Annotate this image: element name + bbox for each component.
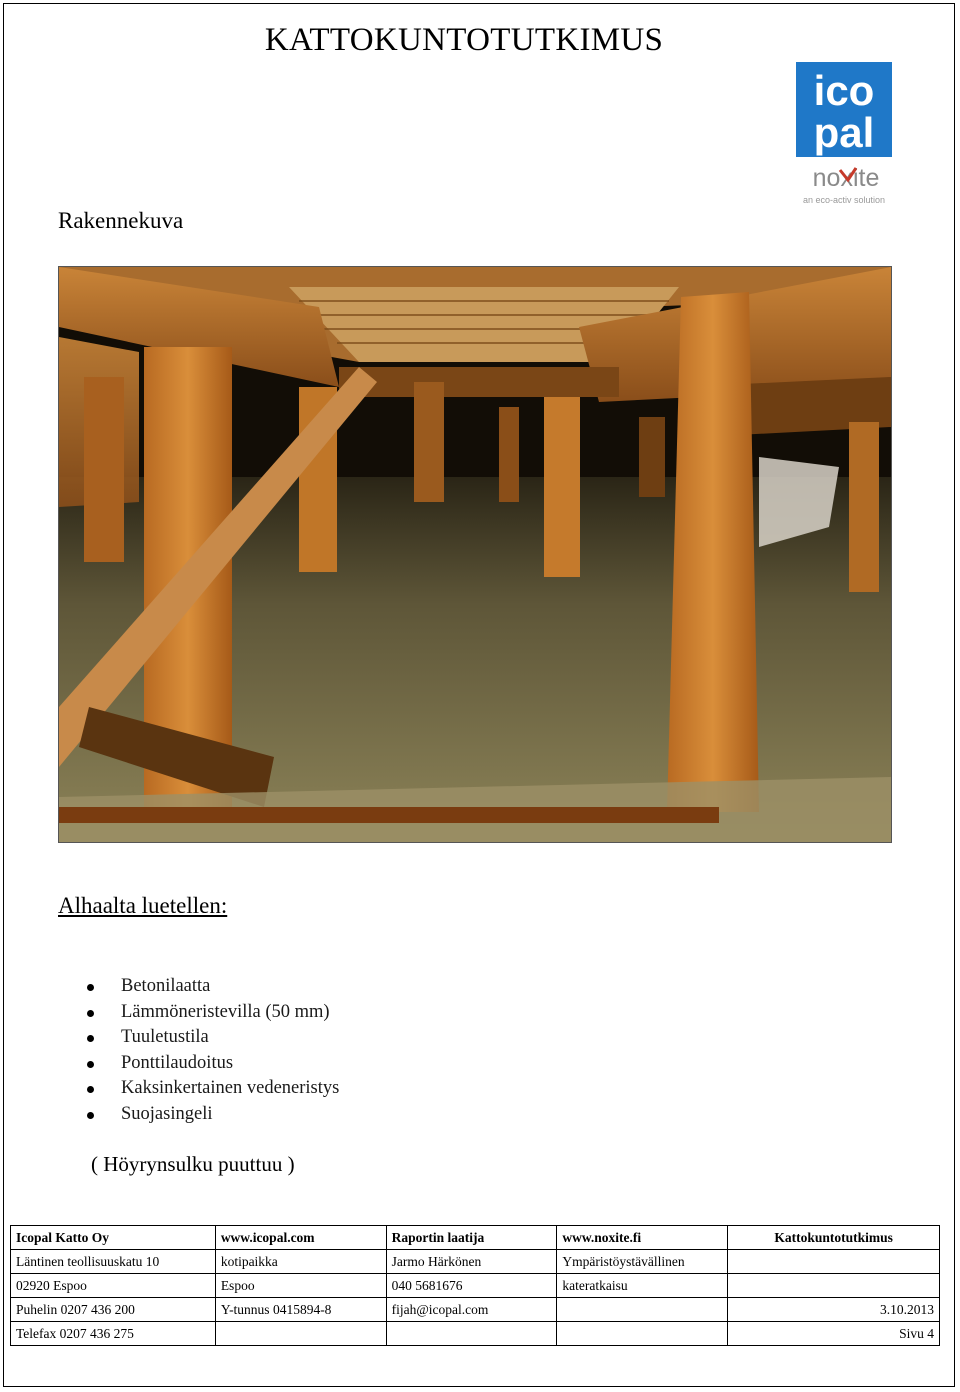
table-row bbox=[11, 1226, 940, 1250]
footer-table bbox=[10, 1225, 940, 1346]
footer-company: Icopal Katto Oy bbox=[11, 1226, 216, 1250]
footer-cell bbox=[728, 1274, 940, 1298]
bullet-icon bbox=[87, 1086, 94, 1093]
bullet-icon bbox=[87, 1035, 94, 1042]
footer-cell: Espoo bbox=[215, 1274, 386, 1298]
footer-link-icopal[interactable]: www.icopal.com bbox=[215, 1226, 386, 1250]
footer-cell: Läntinen teollisuuskatu 10 bbox=[11, 1250, 216, 1274]
footer-cell: kotipaikka bbox=[215, 1250, 386, 1274]
logo-text-top: ico bbox=[813, 67, 875, 114]
icopal-noxite-logo bbox=[796, 62, 900, 212]
table-row bbox=[11, 1274, 940, 1298]
footer-cell bbox=[386, 1322, 557, 1346]
attic-structure-photo bbox=[58, 266, 892, 843]
list-item: Ponttilaudoitus bbox=[80, 1051, 339, 1077]
footer-cell: kateratkaisu bbox=[557, 1274, 728, 1298]
footer-cell bbox=[557, 1322, 728, 1346]
table-row bbox=[11, 1322, 940, 1346]
footer-cell: 02920 Espoo bbox=[11, 1274, 216, 1298]
table-row bbox=[11, 1250, 940, 1274]
footer-email[interactable]: fijah@icopal.com bbox=[386, 1298, 557, 1322]
list-item: Lämmöneristevilla (50 mm) bbox=[80, 1000, 339, 1026]
logo-tagline: an eco-activ solution bbox=[802, 195, 886, 205]
footer-cell: Telefax 0207 436 275 bbox=[11, 1322, 216, 1346]
table-row bbox=[11, 1298, 940, 1322]
footer-cell: Jarmo Härkönen bbox=[386, 1250, 557, 1274]
footer-cell bbox=[728, 1250, 940, 1274]
bullet-icon bbox=[87, 1112, 94, 1119]
footer-cell bbox=[215, 1322, 386, 1346]
list-item: Tuuletustila bbox=[80, 1025, 339, 1051]
layer-list bbox=[80, 974, 339, 1127]
footer-cell: Ympäristöystävällinen bbox=[557, 1250, 728, 1274]
footer-cell bbox=[557, 1298, 728, 1322]
logo-text-bottom: pal bbox=[813, 109, 875, 156]
footer-cell: Puhelin 0207 436 200 bbox=[11, 1298, 216, 1322]
bullet-icon bbox=[87, 1061, 94, 1068]
logo-sub-brand: noxite bbox=[812, 164, 880, 192]
bullet-icon bbox=[87, 1010, 94, 1017]
footer-page-number: Sivu 4 bbox=[728, 1322, 940, 1346]
list-item: Kaksinkertainen vedeneristys bbox=[80, 1076, 339, 1102]
list-item: Betonilaatta bbox=[80, 974, 339, 1000]
bullet-icon bbox=[87, 984, 94, 991]
footer-author-label: Raportin laatija bbox=[386, 1226, 557, 1250]
footer-doc-type: Kattokuntotutkimus bbox=[728, 1226, 940, 1250]
page-title: KATTOKUNTOTUTKIMUS bbox=[264, 22, 664, 58]
list-heading: Alhaalta luetellen: bbox=[58, 893, 228, 918]
missing-vapor-barrier-note: ( Höyrynsulku puuttuu ) bbox=[91, 1152, 295, 1176]
footer-cell: Y-tunnus 0415894-8 bbox=[215, 1298, 386, 1322]
footer-link-noxite[interactable]: www.noxite.fi bbox=[557, 1226, 728, 1250]
footer-cell: 040 5681676 bbox=[386, 1274, 557, 1298]
footer-date: 3.10.2013 bbox=[728, 1298, 940, 1322]
section-heading: Rakennekuva bbox=[58, 208, 184, 233]
list-item: Suojasingeli bbox=[80, 1102, 339, 1128]
